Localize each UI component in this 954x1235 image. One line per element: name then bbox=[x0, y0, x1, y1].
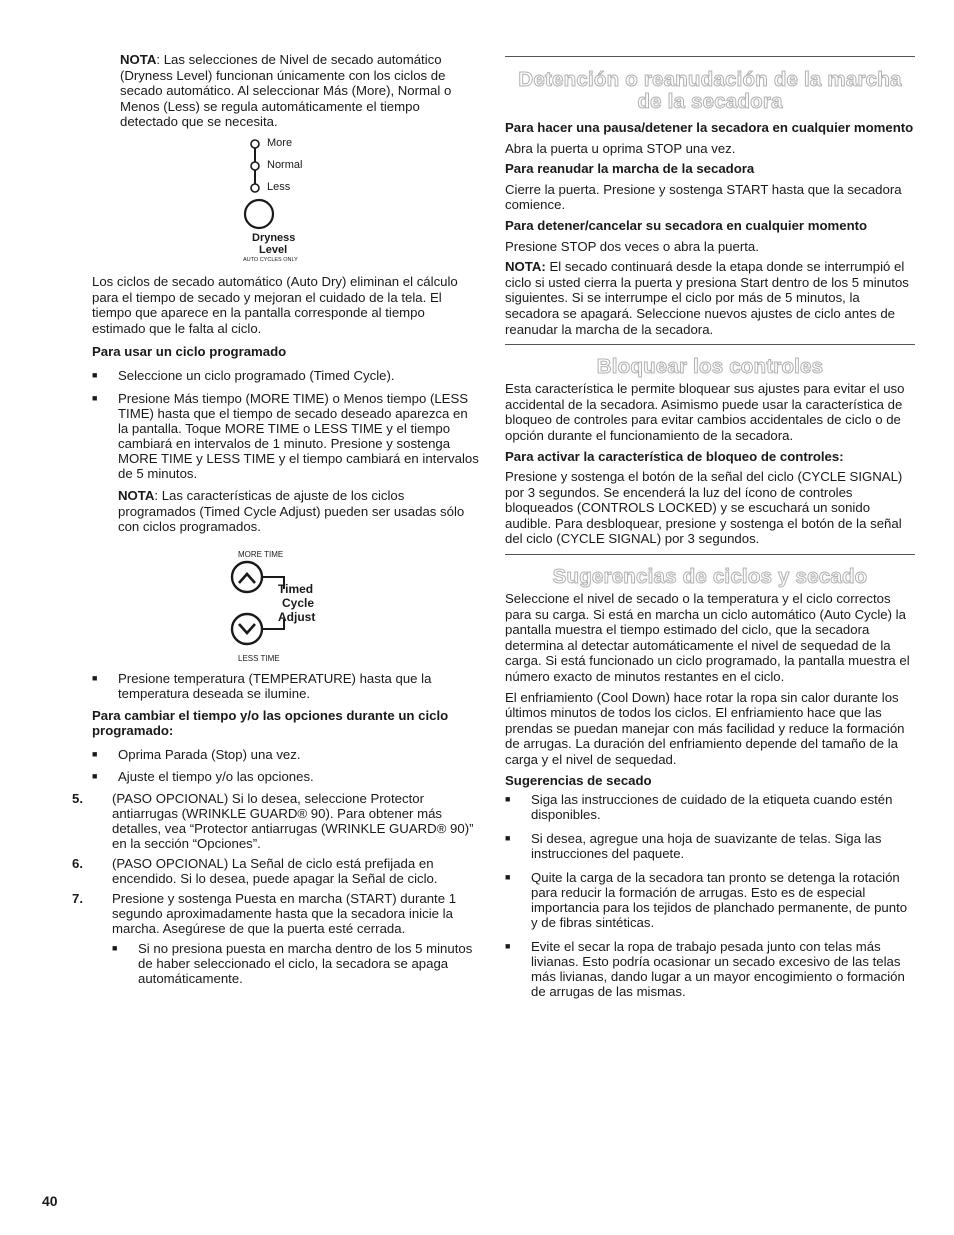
section-title-detencion: Detención o reanudación de la marcha de la secadora bbox=[518, 68, 902, 113]
para-reanudar: Cierre la puerta. Presione y sostenga START hasta que la secadora comience. bbox=[505, 181, 902, 213]
right-column bbox=[505, 56, 915, 999]
para-bloquear-2: Presione y sostenga el botón de la señal del ciclo (CYCLE SIGNAL) por 3 segundos. Se encenderá la luz del ícono de controles bloqueados (CONTROLS LOCKED) y se escuchará un sonido audible. Para desbloquear, presione y sostenga el botón de la señal del ciclo (CYCLE SIGNAL) por 3 segundos. bbox=[505, 469, 903, 547]
nota-timed: NOTA: Las características de ajuste de los ciclos programados (Timed Cycle Adjust) pueden ser usadas sólo con ciclos programados. bbox=[118, 487, 465, 535]
para-sugerencias-2: El enfriamiento (Cool Down) hace rotar la ropa sin calor durante los últimos minutos de todos los ciclos. El enfriamiento hace que las prendas se puedan manejar con más facilidad y reduce la formación de arrugas. La duración del enfriamiento depende del tamaño de la carga y el nivel de sequedad. bbox=[505, 689, 905, 767]
bullet-temperature: ■ Presione temperatura (TEMPERATURE) hasta que la temperatura deseada se ilumine. bbox=[92, 671, 480, 701]
dryness-label-1: Dryness bbox=[252, 231, 296, 244]
timed-label-1: Timed bbox=[278, 581, 314, 596]
step-7: 7. Presione y sostenga Puesta en marcha (START) durante 1 segundo aproximadamente hasta que la secadora inicie la marcha. Asegúrese de que la puerta esté cerrada. bbox=[72, 890, 457, 936]
bullet-suavizante: ■ Si desea, agregue una hoja de suavizante de telas. Siga las instrucciones del paquete. bbox=[505, 831, 915, 861]
para-sugerencias-1: Seleccione el nivel de secado o la temperatura y el ciclo correctos para su carga. Si está en marcha un ciclo automático (Auto Cycle) la pantalla muestra el tiempo estimado del ciclo, que la secadora determina al detectar automáticamente el nivel de sequedad de la carga. Si está funcionado un ciclo programado, la pantalla muestra el número exacto de minutos restantes en el ciclo. bbox=[505, 591, 910, 685]
nota-reanudar: NOTA: El secado continuará desde la etapa donde se interrumpió el ciclo si usted cierra la puerta y presiona Start dentro de los 5 minutos siguientes. Si se interrumpe el ciclo por más de 5 minutos, la secadora se apagará. Seleccione nuevos ajustes de ciclo antes de reanudar la marcha de la secadora. bbox=[505, 259, 909, 337]
divider-2 bbox=[505, 344, 915, 345]
timed-cycle-diagram bbox=[92, 545, 480, 667]
heading-bloquear: Para activar la característica de bloqueo de controles: bbox=[505, 448, 844, 464]
heading-cancelar: Para detener/cancelar su secadora en cualquier momento bbox=[505, 217, 868, 233]
dryness-more: More bbox=[267, 136, 293, 149]
bullet-quitar-carga: ■ Quite la carga de la secadora tan pronto se detenga la rotación para reducir la formación de arrugas. Esto es de especial importancia para los tejidos de planchado permanente, de punto y de fibras sintéticas. bbox=[505, 870, 915, 930]
bullet-stop: ■ Oprima Parada (Stop) una vez. bbox=[92, 747, 480, 762]
more-time-label: MORE TIME bbox=[238, 549, 284, 559]
section-title-bloquear: Bloquear los controles bbox=[596, 355, 824, 379]
heading-reanudar: Para reanudar la marcha de la secadora bbox=[505, 161, 755, 177]
dryness-level-diagram bbox=[92, 136, 480, 266]
divider-1 bbox=[505, 56, 915, 57]
bullet-etiqueta: ■ Siga las instrucciones de cuidado de la etiqueta cuando estén disponibles. bbox=[505, 792, 915, 822]
less-time-label: LESS TIME bbox=[238, 653, 280, 663]
heading-pausa: Para hacer una pausa/detener la secadora en cualquier momento bbox=[505, 120, 914, 135]
bullet-select-timed: ■ Seleccione un ciclo programado (Timed Cycle). bbox=[92, 368, 480, 383]
dryness-less: Less bbox=[267, 180, 291, 193]
timed-label-2: Cycle bbox=[282, 595, 315, 610]
timed-label-3: Adjust bbox=[278, 609, 316, 624]
dryness-normal: Normal bbox=[267, 158, 303, 171]
bullet-ropa-pesada: ■ Evite el secar la ropa de trabajo pesada junto con telas más livianas. Esto podría ocasionar un secado excesivo de las telas más livianas, dando lugar a un mayor encogimiento o formación de arrugas de las mismas. bbox=[505, 939, 915, 999]
heading-sugerencias: Sugerencias de secado bbox=[505, 772, 652, 788]
nota-dryness: NOTA: Las selecciones de Nivel de secado automático (Dryness Level) funcionan únicamente con los ciclos de secado automático. Al seleccionar Más (More), Normal o Menos (Less) se regula automáticamente el tiempo detectado que se necesita. bbox=[120, 52, 452, 130]
divider-3 bbox=[505, 554, 915, 555]
bullet-auto-off: ■ Si no presiona puesta en marcha dentro de los 5 minutos de haber seleccionado el ciclo, la secadora se apaga automáticamente. bbox=[112, 941, 480, 986]
dryness-sub: AUTO CYCLES ONLY bbox=[243, 256, 298, 263]
step-6: 6. (PASO OPCIONAL) La Señal de ciclo está prefijada en encendido. Si lo desea, puede apagar la Señal de ciclo. bbox=[72, 855, 438, 886]
left-column bbox=[72, 52, 480, 986]
heading-programado: Para usar un ciclo programado bbox=[92, 344, 287, 360]
para-bloquear: Esta característica le permite bloquear sus ajustes para evitar el uso accidental de la secadora. Asimismo puede usar la característica de bloqueo de controles para evitar cambios accidentales de ciclo o de opción durante el funcionamiento de la secadora. bbox=[505, 381, 905, 443]
para-pausa: Abra la puerta u oprima STOP una vez. bbox=[505, 140, 736, 156]
step-5: 5. (PASO OPCIONAL) Si lo desea, seleccione Protector antiarrugas (WRINKLE GUARD® 90). Para obtener más detalles, vea “Protector antiarrugas (WRINKLE GUARD® 90)” en la sección “Opciones”. bbox=[72, 790, 474, 851]
dryness-label-2: Level bbox=[259, 243, 288, 256]
page-number: 40 bbox=[42, 1193, 58, 1209]
bullet-more-less-time: ■ Presione Más tiempo (MORE TIME) o Menos tiempo (LESS TIME) hasta que el tiempo de secado deseado aparezca en la pantalla. Toque MORE TIME o LESS TIME y el tiempo cambiará en intervalos de 1 minuto. Presione y sostenga MORE TIME y LESS TIME y el tiempo cambiará en intervalos de 5 minutos. bbox=[92, 391, 480, 481]
para-cancelar: Presione STOP dos veces o abra la puerta. bbox=[505, 238, 759, 254]
para-auto-dry: Los ciclos de secado automático (Auto Dry) eliminan el cálculo para el tiempo de secado y mejoran el cuidado de la tela. El tiempo que aparece en la pantalla corresponde al tiempo estimado que le falta al ciclo. bbox=[92, 273, 458, 336]
bullet-adjust: ■ Ajuste el tiempo y/o las opciones. bbox=[92, 769, 480, 784]
heading-cambiar: Para cambiar el tiempo y/o las opciones durante un ciclo programado: bbox=[92, 707, 449, 739]
section-title-sugerencias: Sugerencias de ciclos y secado bbox=[552, 565, 868, 589]
